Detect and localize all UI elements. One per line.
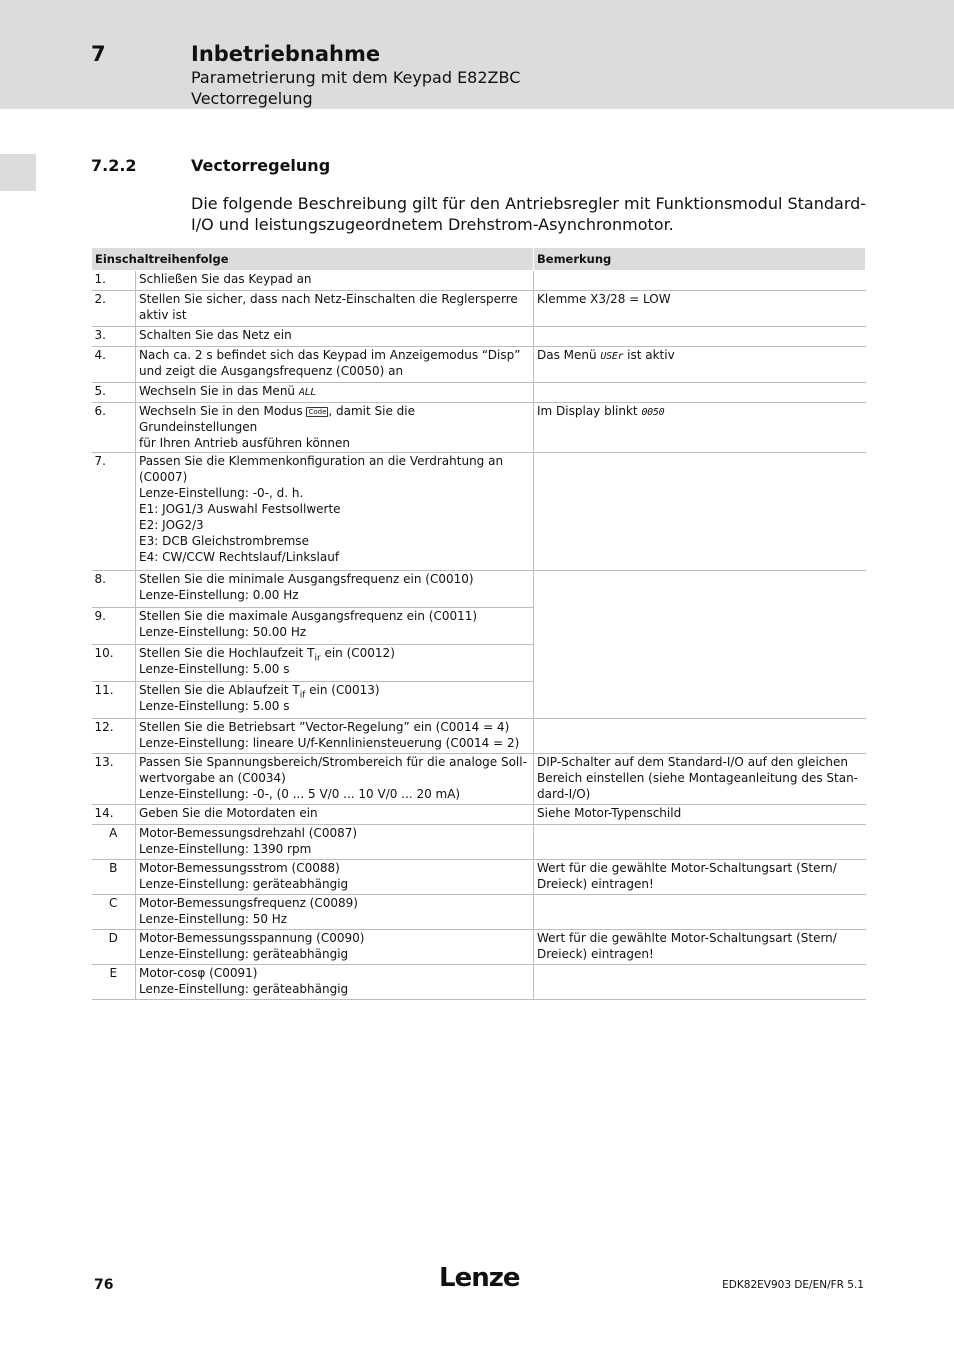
code-key-icon: Code — [308, 408, 327, 416]
chapter-subtitle-1: Parametrierung mit dem Keypad E82ZBC — [191, 68, 521, 87]
step-text — [136, 453, 534, 571]
step-text — [136, 895, 534, 930]
step-letter: B — [92, 860, 136, 895]
step-line: Lenze-Einstellung: 1390 rpm — [139, 842, 312, 856]
section-number: 7.2.2 — [91, 156, 137, 175]
step-text — [136, 327, 534, 347]
step-line: für Ihren Antrieb ausführen können — [139, 436, 350, 450]
table-row — [92, 383, 866, 403]
step-text — [136, 291, 534, 327]
table-row — [92, 291, 866, 327]
table-row — [92, 327, 866, 347]
table-row — [92, 930, 866, 965]
step-number: 13. — [92, 754, 136, 805]
step-line: (C0007) — [139, 470, 188, 484]
step-line: Lenze-Einstellung: -0-, (0 ... 5 V/0 ... 10 V/0 ... 20 mA) — [139, 787, 461, 801]
side-tab-marker — [0, 154, 36, 191]
step-text — [136, 645, 534, 682]
step-line: und zeigt die Ausgangsfrequenz (C0050) an — [139, 364, 404, 378]
table-row — [92, 571, 866, 608]
step-text — [136, 383, 534, 403]
step-line: Stellen Sie die Hochlaufzeit T — [139, 646, 315, 660]
step-line: Motor-Bemessungsspannung (C0090) — [139, 931, 365, 945]
step-remark — [534, 327, 866, 347]
table-row — [92, 860, 866, 895]
step-line: Stellen Sie die Ablaufzeit T — [139, 683, 300, 697]
step-text — [136, 571, 534, 608]
step-line: Lenze-Einstellung: 50 Hz — [139, 912, 288, 926]
remark-line: Bereich einstellen (siehe Montageanleitung des Stan- — [537, 771, 858, 785]
remark-line: Wert für die gewählte Motor-Schaltungsart (Stern/ — [537, 861, 837, 875]
step-line: Motor-Bemessungsfrequenz (C0089) — [139, 896, 358, 910]
remark-line: DIP-Schalter auf dem Standard-I/O auf den gleichen — [537, 755, 848, 769]
step-number: 2. — [92, 291, 136, 327]
step-line: ein (C0012) — [320, 646, 395, 660]
remark-text: Im Display blinkt — [537, 404, 642, 418]
table-row — [92, 754, 866, 805]
step-remark — [534, 403, 866, 453]
step-text — [136, 271, 534, 291]
step-line: Lenze-Einstellung: geräteabhängig — [139, 982, 349, 996]
step-line: Wechseln Sie in den Modus — [139, 404, 307, 418]
step-number: 1. — [92, 271, 136, 291]
step-line: Lenze-Einstellung: 5.00 s — [139, 662, 290, 676]
step-number: 7. — [92, 453, 136, 571]
step-number: 12. — [92, 719, 136, 754]
step-number: 8. — [92, 571, 136, 608]
step-number: 11. — [92, 682, 136, 719]
step-text — [136, 719, 534, 754]
step-line: Schließen Sie das Keypad an — [139, 272, 312, 286]
chapter-number: 7 — [91, 42, 106, 66]
step-remark — [534, 719, 866, 754]
step-number: 3. — [92, 327, 136, 347]
step-remark — [534, 271, 866, 291]
table-row — [92, 825, 866, 860]
lcd-display-text: 0050 — [641, 407, 665, 418]
subscript: if — [299, 690, 306, 701]
step-line: Wechseln Sie in das Menü — [139, 384, 299, 398]
step-line: Lenze-Einstellung: 5.00 s — [139, 699, 290, 713]
subscript: ir — [314, 653, 321, 664]
step-line: E1: JOG1/3 Auswahl Festsollwerte — [139, 502, 341, 516]
lcd-display-text: USEr — [600, 351, 624, 362]
lcd-display-text: ALL — [298, 387, 317, 398]
header-band — [0, 0, 954, 109]
step-line: Lenze-Einstellung: geräteabhängig — [139, 877, 349, 891]
step-remark — [534, 291, 866, 327]
step-line: Motor-Bemessungsdrehzahl (C0087) — [139, 826, 358, 840]
step-number: 6. — [92, 403, 136, 453]
table-row — [92, 895, 866, 930]
remark-text: Das Menü — [537, 348, 601, 362]
table-row — [92, 403, 866, 453]
step-remark — [534, 453, 866, 571]
step-line: Lenze-Einstellung: lineare U/f-Kennliniensteuerung (C0014 = 2) — [139, 736, 520, 750]
section-intro: Die folgende Beschreibung gilt für den Antriebsregler mit Funktionsmodul Standard-I/O und leistungszugeordnetem Drehstrom-Asynchronmotor. — [191, 194, 867, 234]
step-letter: A — [92, 825, 136, 860]
step-text — [136, 608, 534, 645]
step-remark — [534, 805, 866, 825]
step-letter: D — [92, 930, 136, 965]
step-line: Motor-cosφ (C0091) — [139, 966, 258, 980]
step-number: 9. — [92, 608, 136, 645]
section-title: Vectorregelung — [191, 156, 331, 175]
step-text — [136, 860, 534, 895]
chapter-subtitle-2: Vectorregelung — [191, 89, 313, 108]
step-remark — [534, 383, 866, 403]
step-line: E3: DCB Gleichstrombremse — [139, 534, 309, 548]
table-row — [92, 719, 866, 754]
header-remark: Bemerkung — [534, 248, 866, 271]
step-text — [136, 754, 534, 805]
page-number: 76 — [94, 1277, 114, 1293]
step-line: ein (C0013) — [305, 683, 380, 697]
step-text — [136, 965, 534, 1000]
chapter-title: Inbetriebnahme — [191, 42, 381, 66]
remark-line: Wert für die gewählte Motor-Schaltungsart (Stern/ — [537, 931, 837, 945]
step-remark — [534, 754, 866, 805]
step-remark — [534, 571, 866, 719]
step-letter: C — [92, 895, 136, 930]
remark-line: Dreieck) eintragen! — [537, 877, 654, 891]
step-text — [136, 347, 534, 383]
header-sequence: Einschaltreihenfolge — [92, 248, 534, 271]
step-text — [136, 825, 534, 860]
step-remark — [534, 825, 866, 860]
step-text — [136, 682, 534, 719]
step-line: Stellen Sie sicher, dass nach Netz-Einschalten die Reglersperre — [139, 292, 518, 306]
step-line: Lenze-Einstellung: geräteabhängig — [139, 947, 349, 961]
step-line: Nach ca. 2 s befindet sich das Keypad im Anzeigemodus “Disp” — [139, 348, 521, 362]
remark-line: Siehe Motor-Typenschild — [537, 806, 682, 820]
step-line: aktiv ist — [139, 308, 187, 322]
table-row — [92, 347, 866, 383]
step-remark — [534, 930, 866, 965]
step-number: 10. — [92, 645, 136, 682]
table-row — [92, 271, 866, 291]
step-line: Motor-Bemessungsstrom (C0088) — [139, 861, 340, 875]
table-row — [92, 453, 866, 571]
step-line: Schalten Sie das Netz ein — [139, 328, 292, 342]
step-line: , damit Sie die Grundeinstellungen — [139, 404, 415, 434]
step-letter: E — [92, 965, 136, 1000]
document-id: EDK82EV903 DE/EN/FR 5.1 — [722, 1279, 864, 1291]
step-number: 14. — [92, 805, 136, 825]
step-line: E4: CW/CCW Rechtslauf/Linkslauf — [139, 550, 340, 564]
step-line: Stellen Sie die minimale Ausgangsfrequenz ein (C0010) — [139, 572, 474, 586]
step-text — [136, 403, 534, 453]
step-line: Lenze-Einstellung: 50.00 Hz — [139, 625, 307, 639]
step-line: wertvorgabe an (C0034) — [139, 771, 286, 785]
step-line: Lenze-Einstellung: -0-, d. h. — [139, 486, 304, 500]
remark-text: ist aktiv — [623, 348, 675, 362]
step-line: Geben Sie die Motordaten ein — [139, 806, 318, 820]
table-row — [92, 965, 866, 1000]
step-number: 5. — [92, 383, 136, 403]
table-row — [92, 805, 866, 825]
step-line: Stellen Sie die maximale Ausgangsfrequenz ein (C0011) — [139, 609, 478, 623]
table-header-row — [92, 248, 866, 271]
step-line: Stellen Sie die Betriebsart ”Vector-Regelung” ein (C0014 = 4) — [139, 720, 510, 734]
step-line: Lenze-Einstellung: 0.00 Hz — [139, 588, 299, 602]
step-remark — [534, 895, 866, 930]
remark-line: dard-I/O) — [537, 787, 591, 801]
step-remark — [534, 860, 866, 895]
step-number: 4. — [92, 347, 136, 383]
step-line: Passen Sie die Klemmenkonfiguration an die Verdrahtung an — [139, 454, 504, 468]
lenze-logo: Lenze — [439, 1263, 520, 1293]
step-line: Passen Sie Spannungsbereich/Strombereich für die analoge Soll- — [139, 755, 527, 769]
remark-line: Dreieck) eintragen! — [537, 947, 654, 961]
step-text — [136, 805, 534, 825]
step-remark — [534, 965, 866, 1000]
step-remark — [534, 347, 866, 383]
commissioning-table — [91, 247, 866, 1000]
remark-line: Klemme X3/28 = LOW — [537, 292, 671, 306]
step-text — [136, 930, 534, 965]
step-line: E2: JOG2/3 — [139, 518, 204, 532]
